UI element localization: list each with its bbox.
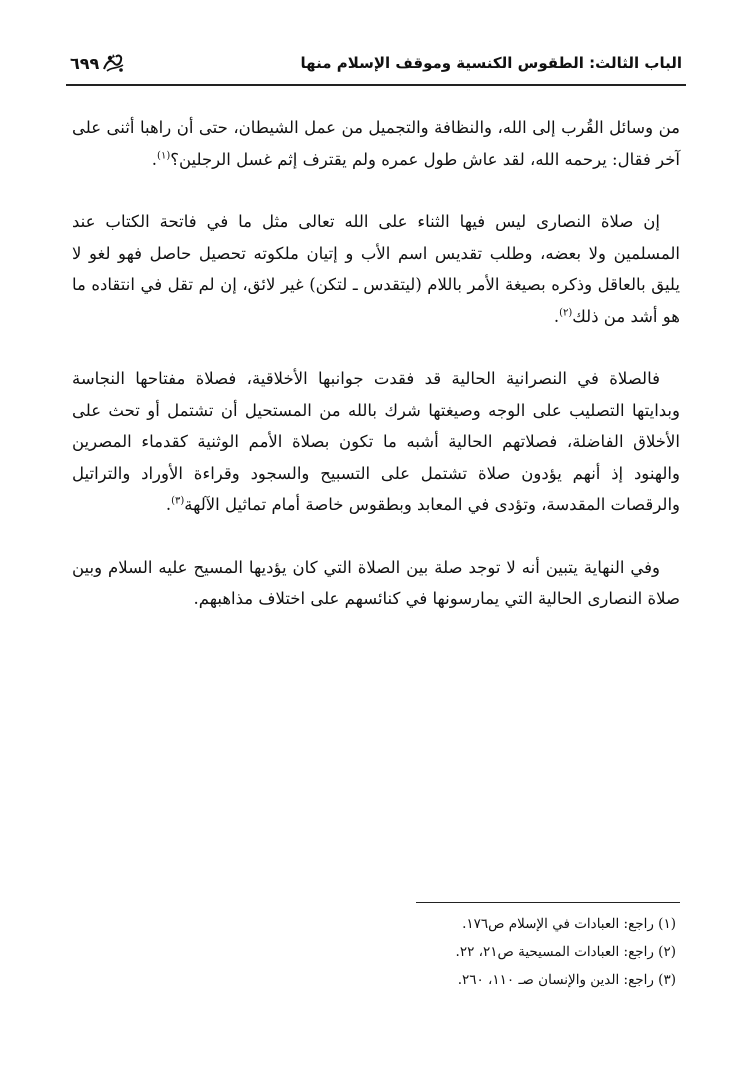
footnotes — [116, 910, 676, 994]
page-number: ٦٩٩ — [70, 53, 100, 73]
paragraph-text: إن صلاة النصارى ليس فيها الثناء على الله تعالى مثل ما في فاتحة الكتاب عند المسلمين ولا بعضه، وطلب تقديس اسم الأب و إتيان ملكوته تحصيل حاصل فهو لغو لا يليق بالعاقل وذكره بصيغة الأمر باللام (ليتقدس ـ لتكن) غير لائق، إن لم تقل في انتقاده ما هو أشد من ذلك — [72, 212, 680, 326]
footnote-1: (١) راجع: العبادات في الإسلام ص١٧٦. — [462, 916, 676, 932]
paragraph-text: وفي النهاية يتبين أنه لا توجد صلة بين الصلاة التي كان يؤديها المسيح عليه السلام وبين صلاة النصارى الحالية التي يمارسونها في كنائسهم على اختلاف مذاهبهم. — [72, 557, 680, 608]
footnote-3: (٣) راجع: الدين والإنسان صـ ١١٠، ٢٦٠. — [457, 972, 676, 988]
flourish-ornament-icon — [101, 51, 127, 75]
paragraph-4 — [72, 552, 680, 615]
footnote-divider — [416, 902, 680, 903]
main-text — [72, 112, 680, 646]
paragraph-2: إن صلاة النصارى ليس فيها الثناء على الله تعالى مثل ما في فاتحة الكتاب عند المسلمين ولا بعضه، وطلب تقديس اسم الأب و إتيان ملكوته تحصيل حاصل فهو لغو لا يليق بالعاقل وذكره بصيغة الأمر باللام (ليتقدس ـ لتكن) غير لائق، إن لم تقل في انتقاده ما هو أشد من ذلك$^{(٢)}$. — [72, 212, 680, 326]
paragraph-3: فالصلاة في النصرانية الحالية قد فقدت جوانبها الأخلاقية، فصلاة مفتاحها النجاسة وبدايتها التصليب على الوجه وصيغتها شرك بالله من المستحيل أن تشتمل أو تحث على الأخلاق الفاضلة، فصلاتهم الحالية أشبه ما تكون بصلاة الأمم الوثنية كقدماء المصرين والهنود إذ أنهم يؤدون صلاة تشتمل على التسبيح والسجود وقراءة الأوراد والتراتيل والرقصات المقدسة، وتؤدى في المعابد وبطقوس خاصة أمام تماثيل الآلهة$^{(٣)}$. — [72, 369, 680, 514]
footnote-ref-3: (٣) — [171, 495, 185, 507]
footnote-ref-2: (٢) — [559, 307, 573, 318]
paragraph-1: من وسائل القُرب إلى الله، والنظافة والتجميل من عمل الشيطان، حتى أن راهبا أثنى على آخر فقال: يرحمه الله، لقد عاش طول عمره ولم يقترف إثم غسل الرجلين؟$^{(١)}$. — [72, 118, 680, 169]
paragraph-text: من وسائل القُرب إلى الله، والنظافة والتجميل من عمل الشيطان، حتى أن راهبا أثنى على آخر فقال: يرحمه الله، لقد عاش طول عمره ولم يقترف إثم غسل الرجلين؟ — [72, 118, 680, 169]
running-header — [70, 46, 682, 80]
footnote-2: (٢) راجع: العبادات المسيحية ص٢١، ٢٢. — [455, 944, 676, 960]
footnote-ref-1: (١) — [157, 150, 171, 161]
header-divider — [66, 84, 686, 86]
page-number-block — [70, 51, 127, 75]
chapter-title: الباب الثالث: الطقوس الكنسية وموقف الإسلام منها — [300, 54, 682, 72]
paragraph-text: فالصلاة في النصرانية الحالية قد فقدت جوانبها الأخلاقية، فصلاة مفتاحها النجاسة وبدايتها التصليب على الوجه وصيغتها شرك بالله من المستحيل أن تشتمل أو تحث على الأخلاق الفاضلة، فصلاتهم الحالية أشبه ما تكون بصلاة الأمم الوثنية كقدماء المصرين والهنود إذ أنهم يؤدون صلاة تشتمل على التسبيح والسجود وقراءة الأوراد والتراتيل والرقصات المقدسة، وتؤدى في المعابد وبطقوس خاصة أمام تماثيل الآلهة — [72, 369, 680, 514]
